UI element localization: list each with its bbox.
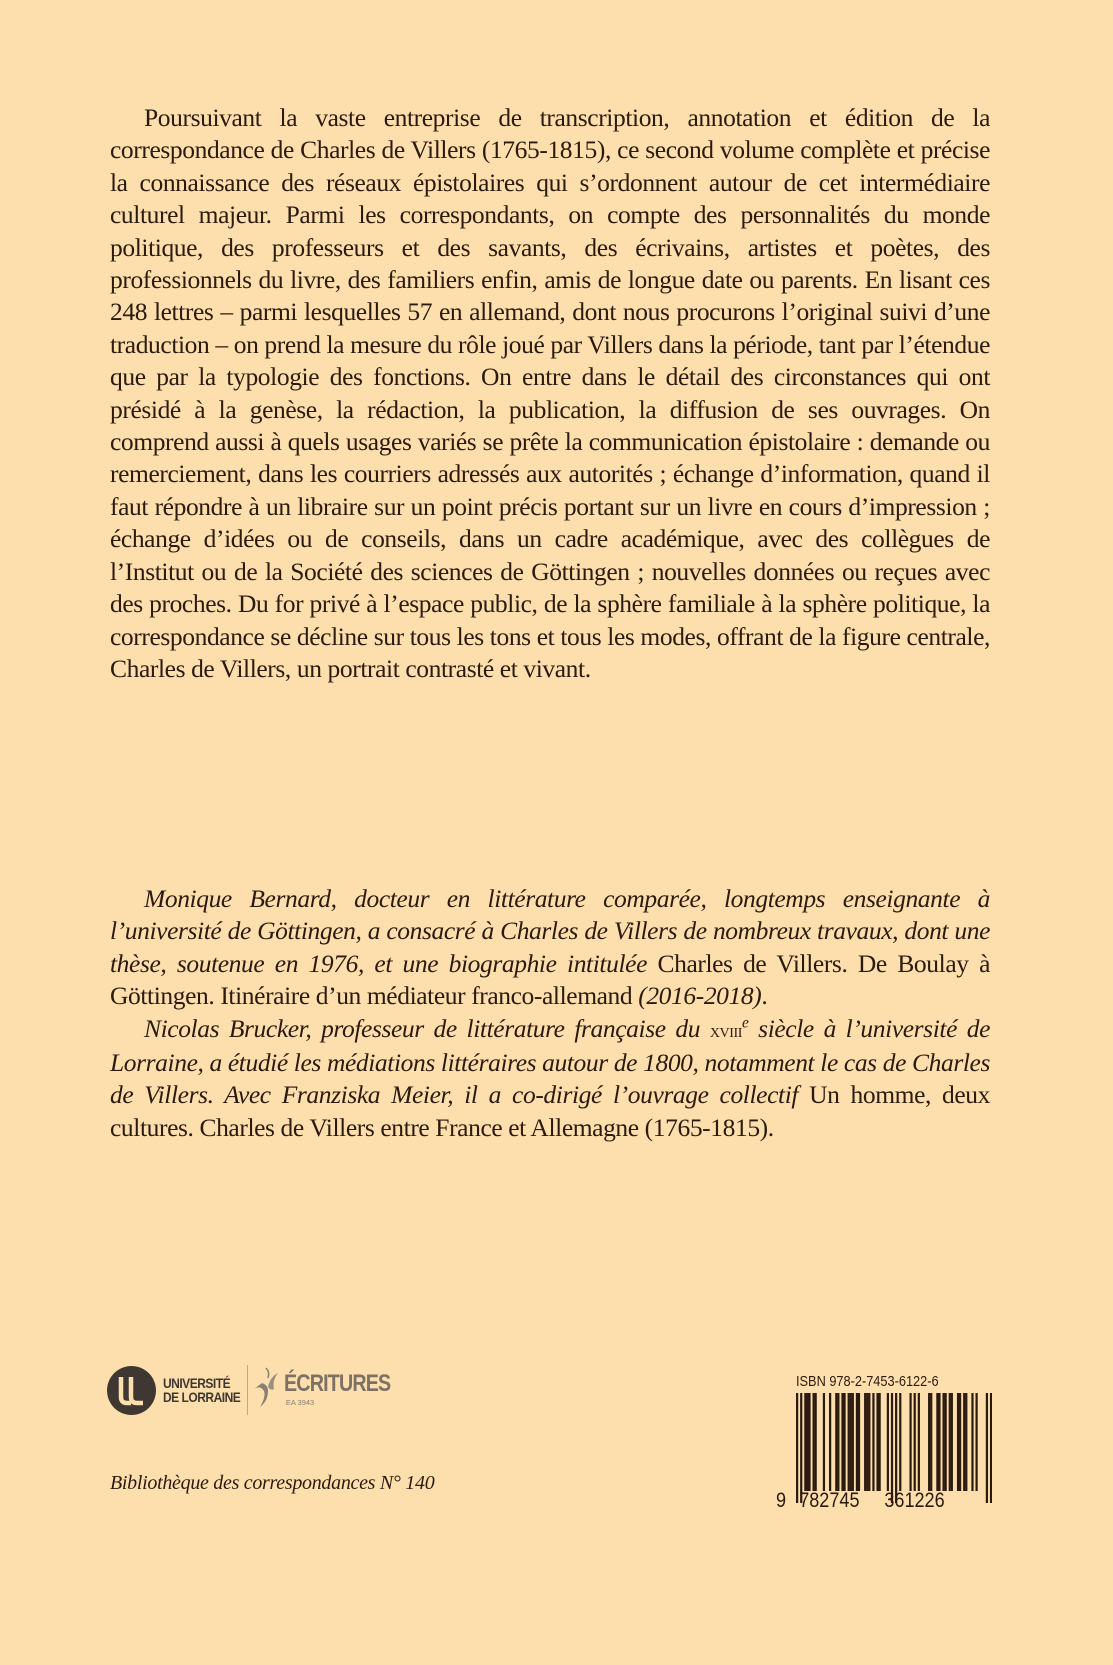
century-superscript: e bbox=[742, 1014, 749, 1032]
series-title: Bibliothèque des correspondances N° 140 bbox=[110, 1472, 435, 1494]
barcode-bar bbox=[914, 1393, 916, 1491]
barcode-bar bbox=[804, 1393, 806, 1491]
barcode-bar bbox=[936, 1393, 938, 1491]
author-bio-bernard bbox=[110, 883, 990, 1013]
barcode-bar bbox=[986, 1393, 988, 1503]
barcode-bar bbox=[963, 1393, 965, 1491]
ecritures-swirl-icon bbox=[252, 1365, 282, 1415]
barcode-bar bbox=[945, 1393, 947, 1491]
isbn-label: ISBN 978-2-7453-6122-6 bbox=[796, 1374, 939, 1390]
university-line-2: DE LORRAINE bbox=[163, 1389, 241, 1405]
barcode-icon bbox=[796, 1393, 992, 1503]
universite-lorraine-logo-icon bbox=[107, 1366, 156, 1415]
author-bios bbox=[110, 883, 990, 1144]
university-line-1: UNIVERSITÉ bbox=[163, 1375, 231, 1391]
bio-text: siècle à l’université de Lorraine, a étudié les médiations littéraires autour de 1800, notamment le cas de Charles de Villers. Avec Franziska Meier, il a co-dirigé l’ouvrage collectif bbox=[110, 1013, 990, 1110]
bio-end: . bbox=[767, 1112, 774, 1142]
barcode-bar bbox=[806, 1393, 808, 1491]
summary-paragraph: Poursuivant la vaste entreprise de transcription, annotation et édition de la correspondance de Charles de Villers (1765-1815), ce second volume complète et précise la connaissance des réseaux épistolaires qui s’ordonnent autour de cet intermédiaire culturel majeur. Parmi les correspondants, on compte des personnalités du monde politique, des professeurs et des savants, des écrivains, artistes et poètes, des professionnels du livre, des familiers enfin, amis de longue date ou parents. En lisant ces 248 lettres – parmi lesquelles 57 en allemand, dont nous procurons l’original suivi d’une traduction – on prend la mesure du rôle joué par Villers dans la période, tant par l’étendue que par la typologie des fonctions. On entre dans le détail des circonstances qui ont présidé à la genèse, la rédaction, la publication, la diffusion de ses ouvrages. On comprend aussi à quels usages variés se prête la communication épistolaire : demande ou remerciement, dans les courriers adressés aux autorités ; échange d’information, quand il faut répondre à un libraire sur un point précis portant sur un livre en cours d’impression ; échange d’idées ou de conseils, dans un cadre académique, avec des collègues de l’Institut ou de la Société des sciences de Göttingen ; nouvelles données ou reçues avec des proches. Du for privé à l’espace public, de la sphère familiale à la sphère politique, la correspondance se décline sur tous les tons et tous les modes, offrant de la figure centrale, Charles de Villers, un portrait contrasté et vivant. bbox=[110, 103, 990, 683]
barcode-bar bbox=[800, 1393, 802, 1503]
barcode-bar bbox=[808, 1393, 810, 1491]
barcode-bar bbox=[899, 1393, 901, 1491]
barcode-bar bbox=[909, 1393, 911, 1491]
author-bio-brucker bbox=[110, 1013, 990, 1145]
barcode-bar bbox=[942, 1393, 944, 1491]
ecritures-logo bbox=[252, 1365, 414, 1415]
barcode-bar bbox=[949, 1393, 951, 1491]
bio-dates: (2016-2018) bbox=[632, 981, 762, 1011]
ecritures-lab-code: EA 3943 bbox=[285, 1398, 315, 1407]
barcode-bar bbox=[858, 1393, 860, 1491]
barcode-bar bbox=[848, 1393, 850, 1491]
barcode-bar bbox=[856, 1393, 858, 1491]
barcode-bar bbox=[895, 1393, 897, 1503]
barcode-bar bbox=[864, 1393, 866, 1491]
barcode-bar bbox=[850, 1393, 852, 1491]
barcode-bar bbox=[841, 1393, 843, 1491]
barcode-first-digit: 9 bbox=[776, 1489, 787, 1512]
barcode-bar bbox=[971, 1393, 973, 1491]
barcode-bar bbox=[928, 1393, 930, 1491]
barcode-bar bbox=[965, 1393, 967, 1491]
barcode-bar bbox=[813, 1393, 815, 1491]
barcode-digits bbox=[776, 1489, 962, 1515]
barcode-bar bbox=[823, 1393, 825, 1491]
barcode-bar bbox=[879, 1393, 881, 1491]
barcode-bar bbox=[829, 1393, 831, 1491]
bio-text: Monique Bernard, docteur en littérature comparée, longtemps enseignante à l’université de Göttingen, a consacré à Charles de Villers de nombreux travaux, dont une thèse, soutenue en 1976, et une biographie intitulée bbox=[110, 884, 990, 978]
century-numeral: xviii bbox=[709, 1019, 743, 1042]
book-title: Charles de Villers. De Boulay à Göttingen. Itinéraire d’un médiateur franco-allemand bbox=[110, 948, 990, 1011]
publisher-logos bbox=[107, 1362, 414, 1418]
barcode-bar bbox=[872, 1393, 874, 1491]
barcode-bar bbox=[815, 1393, 817, 1491]
barcode-bar bbox=[930, 1393, 932, 1491]
barcode-right-group: 361226 bbox=[884, 1489, 945, 1512]
barcode-bar bbox=[843, 1393, 845, 1491]
ecritures-wordmark: ÉCRITURES bbox=[283, 1370, 391, 1397]
barcode-bar bbox=[959, 1393, 961, 1491]
barcode-left-group: 782745 bbox=[799, 1489, 860, 1512]
logo-divider bbox=[247, 1365, 248, 1415]
barcode-bar bbox=[891, 1393, 893, 1503]
universite-lorraine-wordmark bbox=[163, 1376, 240, 1404]
barcode-bar bbox=[837, 1393, 839, 1491]
barcode-bar bbox=[876, 1393, 878, 1491]
barcode-bar bbox=[938, 1393, 940, 1491]
back-cover-summary bbox=[110, 102, 990, 685]
barcode-bar bbox=[866, 1393, 868, 1491]
barcode-bar bbox=[835, 1393, 837, 1491]
barcode-bar bbox=[951, 1393, 953, 1491]
barcode-bar bbox=[918, 1393, 920, 1491]
book-title: Un homme, deux cultures. Charles de Villers entre France et Allemagne (1765-1815) bbox=[110, 1080, 991, 1142]
bio-text: Nicolas Brucker, professeur de littérature française du bbox=[144, 1013, 710, 1043]
barcode-bar bbox=[868, 1393, 870, 1491]
barcode-bar bbox=[887, 1393, 889, 1491]
barcode-bar bbox=[957, 1393, 959, 1491]
bio-end: . bbox=[761, 981, 768, 1011]
barcode-bar bbox=[990, 1393, 992, 1503]
barcode-bar bbox=[852, 1393, 854, 1491]
barcode-bar bbox=[975, 1393, 977, 1491]
isbn-barcode-block bbox=[776, 1373, 992, 1515]
barcode-bar bbox=[796, 1393, 798, 1503]
